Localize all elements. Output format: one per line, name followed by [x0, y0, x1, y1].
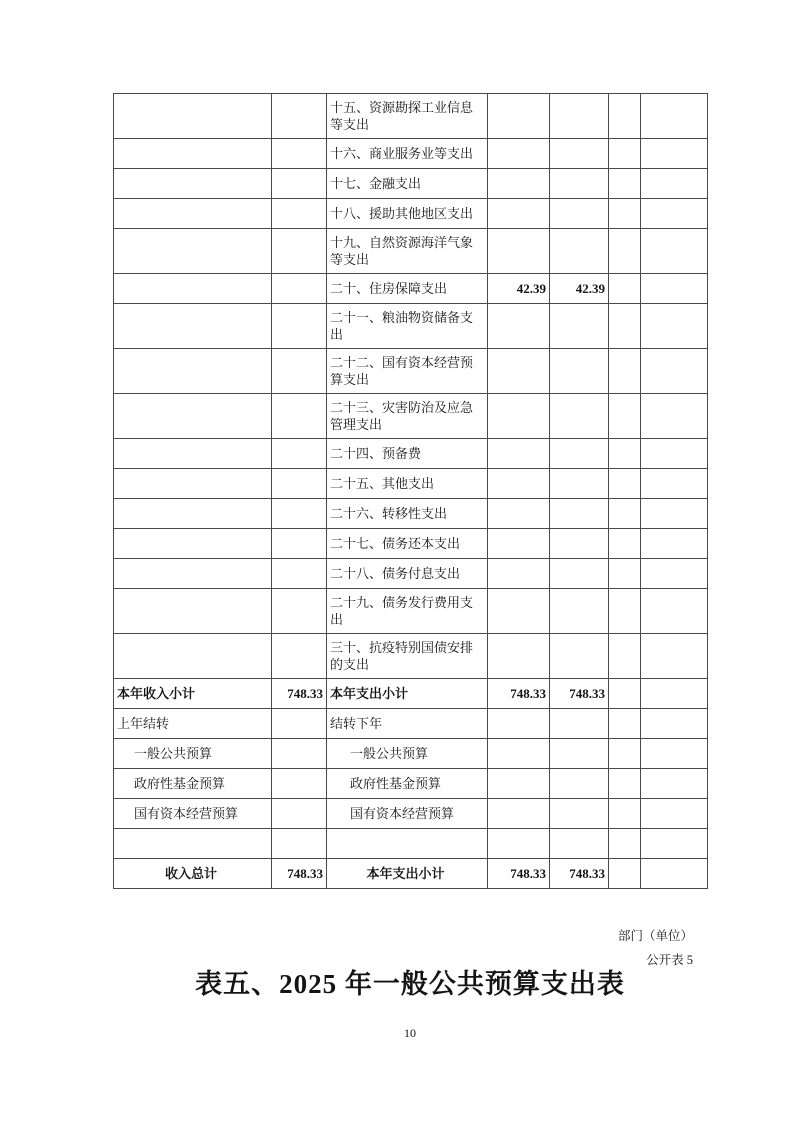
income-amount-cell: [272, 739, 327, 769]
empty-col-1-cell: [609, 859, 641, 889]
expense-item-cell: 二十二、国有资本经营预算支出: [327, 349, 488, 394]
income-item-cell: 本年收入小计: [114, 679, 272, 709]
expense-amount-2-cell: [550, 394, 609, 439]
page-number: 10: [404, 1026, 416, 1040]
income-item-cell: [114, 349, 272, 394]
empty-col-2-cell: [641, 829, 708, 859]
empty-col-2-cell: [641, 769, 708, 799]
expense-amount-2-cell: [550, 769, 609, 799]
table-row: [114, 199, 708, 229]
expense-amount-1-cell: [488, 799, 550, 829]
empty-col-2-cell: [641, 559, 708, 589]
income-item-cell: 一般公共预算: [114, 739, 272, 769]
empty-col-1-cell: [609, 304, 641, 349]
expense-amount-2-cell: [550, 739, 609, 769]
empty-col-1-cell: [609, 829, 641, 859]
empty-col-2-cell: [641, 469, 708, 499]
expense-amount-1-cell: [488, 529, 550, 559]
income-item-cell: [114, 394, 272, 439]
table-row: [114, 634, 708, 679]
table-row: [114, 229, 708, 274]
income-amount-cell: [272, 829, 327, 859]
expense-item-cell: 十七、金融支出: [327, 169, 488, 199]
expense-amount-1-cell: [488, 394, 550, 439]
expense-item-cell: 政府性基金预算: [327, 769, 488, 799]
expense-item-cell: 二十五、其他支出: [327, 469, 488, 499]
table-row: [114, 349, 708, 394]
income-item-cell: [114, 499, 272, 529]
expense-item-cell: 十六、商业服务业等支出: [327, 139, 488, 169]
income-amount-cell: [272, 769, 327, 799]
table-row: [114, 679, 708, 709]
empty-col-1-cell: [609, 589, 641, 634]
income-amount-cell: [272, 499, 327, 529]
expense-amount-1-cell: [488, 469, 550, 499]
table-row: [114, 139, 708, 169]
empty-col-1-cell: [609, 799, 641, 829]
expense-item-cell: 二十六、转移性支出: [327, 499, 488, 529]
empty-col-2-cell: [641, 439, 708, 469]
expense-amount-2-cell: 42.39: [550, 274, 609, 304]
expense-amount-2-cell: [550, 709, 609, 739]
expense-item-cell: 二十九、债务发行费用支出: [327, 589, 488, 634]
expense-amount-1-cell: [488, 589, 550, 634]
income-item-cell: [114, 589, 272, 634]
empty-col-1-cell: [609, 439, 641, 469]
expense-amount-2-cell: [550, 499, 609, 529]
table-row: [114, 589, 708, 634]
expense-amount-2-cell: [550, 304, 609, 349]
expense-item-cell: 十八、援助其他地区支出: [327, 199, 488, 229]
empty-col-1-cell: [609, 229, 641, 274]
table-row: [114, 559, 708, 589]
empty-col-1-cell: [609, 529, 641, 559]
expense-amount-1-cell: [488, 739, 550, 769]
expense-amount-1-cell: 748.33: [488, 859, 550, 889]
expense-amount-1-cell: [488, 304, 550, 349]
table-row: [114, 499, 708, 529]
expense-item-cell: 十九、自然资源海洋气象等支出: [327, 229, 488, 274]
empty-col-2-cell: [641, 739, 708, 769]
expense-item-cell: 三十、抗疫特别国债安排的支出: [327, 634, 488, 679]
income-item-cell: [114, 529, 272, 559]
public-table-ref: 公开表 5: [646, 953, 693, 967]
empty-col-1-cell: [609, 394, 641, 439]
expense-amount-1-cell: [488, 94, 550, 139]
table-row: [114, 274, 708, 304]
empty-col-2-cell: [641, 634, 708, 679]
table-row: [114, 394, 708, 439]
expense-amount-2-cell: [550, 199, 609, 229]
income-amount-cell: [272, 439, 327, 469]
income-amount-cell: [272, 559, 327, 589]
income-item-cell: [114, 469, 272, 499]
expense-amount-1-cell: [488, 349, 550, 394]
expense-amount-2-cell: [550, 829, 609, 859]
empty-col-2-cell: [641, 274, 708, 304]
expense-amount-2-cell: 748.33: [550, 679, 609, 709]
income-amount-cell: [272, 589, 327, 634]
expense-item-cell: 二十八、债务付息支出: [327, 559, 488, 589]
income-item-cell: [114, 634, 272, 679]
dept-unit-label: 部门（单位）: [617, 929, 693, 943]
expense-amount-1-cell: [488, 229, 550, 274]
income-amount-cell: [272, 469, 327, 499]
income-amount-cell: [272, 274, 327, 304]
empty-col-2-cell: [641, 304, 708, 349]
empty-col-2-cell: [641, 799, 708, 829]
empty-col-1-cell: [609, 499, 641, 529]
empty-col-2-cell: [641, 499, 708, 529]
expense-item-cell: 二十、住房保障支出: [327, 274, 488, 304]
expense-item-cell: 本年支出小计: [327, 859, 488, 889]
expense-amount-2-cell: [550, 169, 609, 199]
empty-col-2-cell: [641, 169, 708, 199]
expense-amount-2-cell: 748.33: [550, 859, 609, 889]
income-amount-cell: [272, 394, 327, 439]
empty-col-1-cell: [609, 559, 641, 589]
table-row: [114, 709, 708, 739]
table-row: [114, 94, 708, 139]
expense-amount-2-cell: [550, 799, 609, 829]
empty-col-2-cell: [641, 589, 708, 634]
income-item-cell: [114, 169, 272, 199]
empty-col-2-cell: [641, 229, 708, 274]
income-amount-cell: [272, 304, 327, 349]
empty-col-2-cell: [641, 94, 708, 139]
expense-item-cell: 结转下年: [327, 709, 488, 739]
expense-amount-2-cell: [550, 589, 609, 634]
empty-col-1-cell: [609, 469, 641, 499]
empty-col-1-cell: [609, 679, 641, 709]
income-item-cell: [114, 229, 272, 274]
expense-amount-2-cell: [550, 529, 609, 559]
income-item-cell: [114, 274, 272, 304]
expense-item-cell: 二十四、预备费: [327, 439, 488, 469]
expense-item-cell: 二十三、灾害防治及应急管理支出: [327, 394, 488, 439]
income-amount-cell: [272, 229, 327, 274]
income-item-cell: [114, 559, 272, 589]
expense-amount-2-cell: [550, 349, 609, 394]
income-item-cell: [114, 94, 272, 139]
expense-item-cell: [327, 829, 488, 859]
expense-amount-1-cell: [488, 559, 550, 589]
table-row: [114, 799, 708, 829]
expense-item-cell: 本年支出小计: [327, 679, 488, 709]
expense-amount-1-cell: [488, 199, 550, 229]
income-item-cell: [114, 439, 272, 469]
expense-amount-2-cell: [550, 439, 609, 469]
empty-col-2-cell: [641, 199, 708, 229]
expense-amount-1-cell: [488, 439, 550, 469]
expense-amount-1-cell: [488, 769, 550, 799]
table-row: [114, 304, 708, 349]
empty-col-1-cell: [609, 169, 641, 199]
table-row: [114, 859, 708, 889]
income-amount-cell: [272, 169, 327, 199]
empty-col-1-cell: [609, 199, 641, 229]
table-row: [114, 829, 708, 859]
income-amount-cell: [272, 94, 327, 139]
empty-col-2-cell: [641, 679, 708, 709]
expense-amount-1-cell: [488, 829, 550, 859]
income-item-cell: [114, 139, 272, 169]
expense-amount-1-cell: [488, 709, 550, 739]
empty-col-2-cell: [641, 394, 708, 439]
expense-amount-2-cell: [550, 229, 609, 274]
expense-item-cell: 二十七、债务还本支出: [327, 529, 488, 559]
income-item-cell: [114, 829, 272, 859]
next-table-title: 表五、2025 年一般公共预算支出表: [195, 969, 625, 999]
expense-item-cell: 十五、资源勘探工业信息等支出: [327, 94, 488, 139]
table-row: [114, 469, 708, 499]
expense-amount-2-cell: [550, 634, 609, 679]
expense-amount-1-cell: 42.39: [488, 274, 550, 304]
expense-amount-2-cell: [550, 469, 609, 499]
expense-amount-1-cell: [488, 169, 550, 199]
income-amount-cell: [272, 634, 327, 679]
income-amount-cell: [272, 799, 327, 829]
empty-col-1-cell: [609, 769, 641, 799]
income-amount-cell: [272, 349, 327, 394]
income-amount-cell: [272, 199, 327, 229]
expense-amount-2-cell: [550, 559, 609, 589]
empty-col-1-cell: [609, 94, 641, 139]
income-amount-cell: [272, 139, 327, 169]
expense-amount-1-cell: [488, 139, 550, 169]
empty-col-2-cell: [641, 529, 708, 559]
expense-amount-1-cell: 748.33: [488, 679, 550, 709]
empty-col-1-cell: [609, 274, 641, 304]
income-item-cell: [114, 199, 272, 229]
expense-item-cell: 二十一、粮油物资储备支出: [327, 304, 488, 349]
income-amount-cell: 748.33: [272, 859, 327, 889]
expense-item-cell: 一般公共预算: [327, 739, 488, 769]
table-row: [114, 169, 708, 199]
empty-col-1-cell: [609, 739, 641, 769]
expense-amount-1-cell: [488, 634, 550, 679]
table-row: [114, 439, 708, 469]
income-amount-cell: 748.33: [272, 679, 327, 709]
expense-amount-1-cell: [488, 499, 550, 529]
table-row: [114, 739, 708, 769]
empty-col-1-cell: [609, 634, 641, 679]
empty-col-1-cell: [609, 349, 641, 394]
expense-amount-2-cell: [550, 94, 609, 139]
table-row: [114, 769, 708, 799]
expense-item-cell: 国有资本经营预算: [327, 799, 488, 829]
income-item-cell: 政府性基金预算: [114, 769, 272, 799]
table-row: [114, 529, 708, 559]
income-amount-cell: [272, 709, 327, 739]
income-item-cell: 收入总计: [114, 859, 272, 889]
empty-col-1-cell: [609, 709, 641, 739]
income-item-cell: 国有资本经营预算: [114, 799, 272, 829]
expense-amount-2-cell: [550, 139, 609, 169]
empty-col-1-cell: [609, 139, 641, 169]
income-item-cell: [114, 304, 272, 349]
empty-col-2-cell: [641, 139, 708, 169]
budget-table: [113, 93, 708, 889]
income-amount-cell: [272, 529, 327, 559]
income-item-cell: 上年结转: [114, 709, 272, 739]
empty-col-2-cell: [641, 709, 708, 739]
empty-col-2-cell: [641, 859, 708, 889]
empty-col-2-cell: [641, 349, 708, 394]
